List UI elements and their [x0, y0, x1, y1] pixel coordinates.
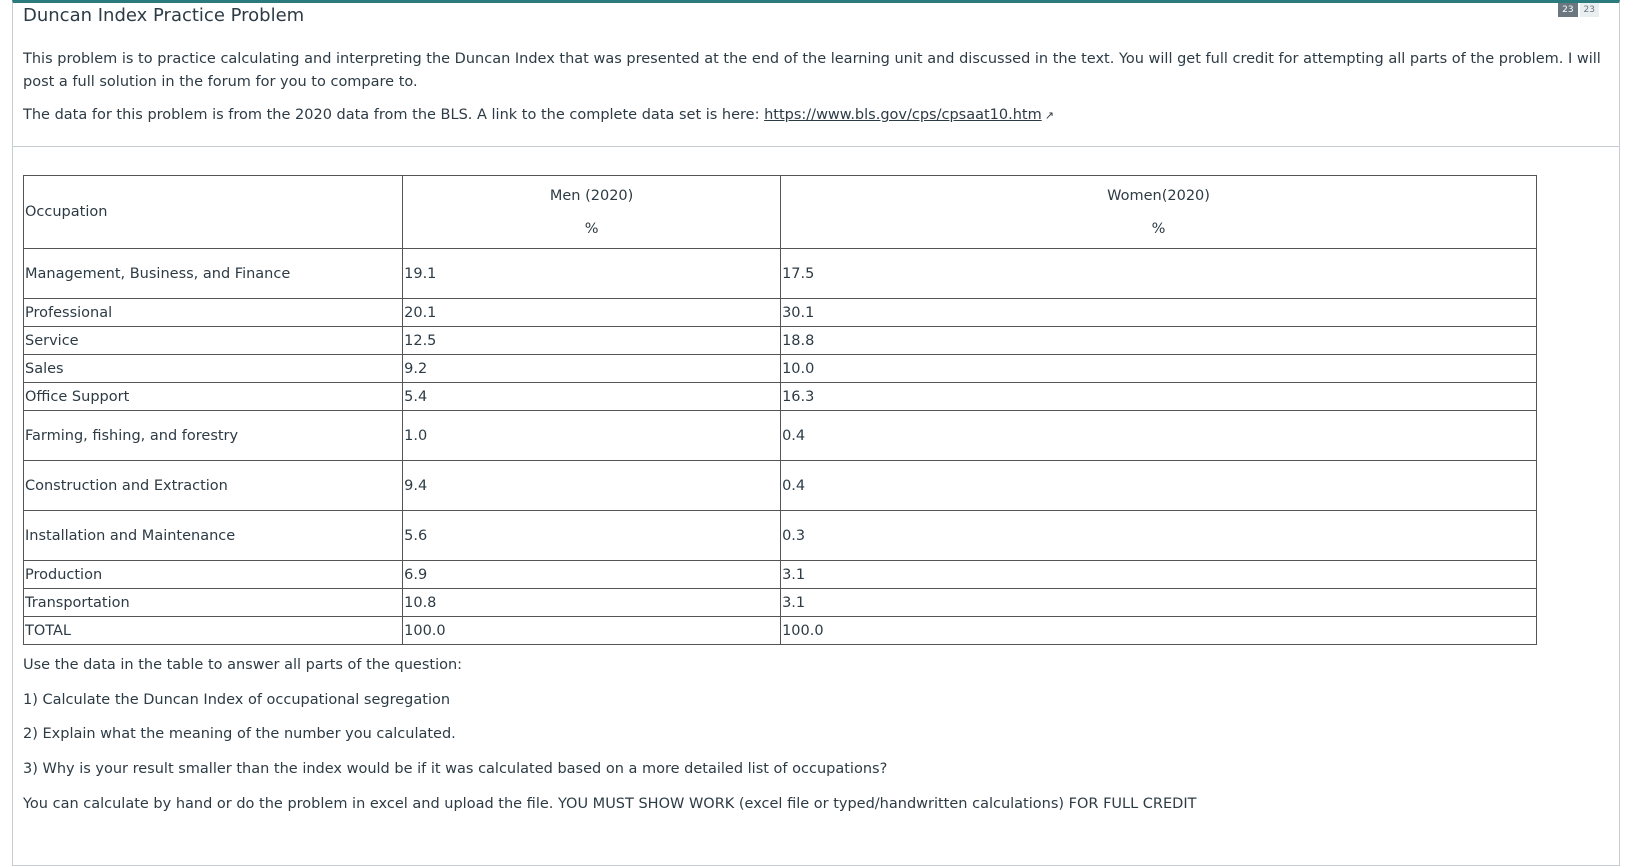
- occupation-cell: Professional: [24, 299, 403, 327]
- occupation-cell: Construction and Extraction: [24, 461, 403, 511]
- occupation-cell: Management, Business, and Finance: [24, 249, 403, 299]
- occupation-cell: Office Support: [24, 383, 403, 411]
- header-women-label: Women(2020): [1107, 187, 1210, 204]
- questions-section: [23, 655, 1196, 828]
- table-row: [24, 511, 1537, 561]
- divider: [12, 146, 1620, 147]
- point-badges: [1558, 3, 1599, 17]
- women-cell: 16.3: [781, 383, 1537, 411]
- table-row: [24, 355, 1537, 383]
- women-cell: 3.1: [781, 561, 1537, 589]
- header-occupation: Occupation: [24, 176, 403, 249]
- header-women: [781, 176, 1537, 249]
- table-row: [24, 461, 1537, 511]
- table-row: [24, 411, 1537, 461]
- header-men: [403, 176, 781, 249]
- source-text: The data for this problem is from the 2020 data from the BLS. A link to the complete data set is here:: [23, 107, 765, 123]
- submission-note: You can calculate by hand or do the problem in excel and upload the file. YOU MUST SHOW WORK (excel file or typed/handwritten calculations) FOR FULL CREDIT: [23, 795, 1197, 812]
- table-row: [24, 327, 1537, 355]
- questions-lead: Use the data in the table to answer all parts of the question:: [23, 657, 463, 673]
- table-row: [24, 299, 1537, 327]
- men-cell: 5.4: [403, 383, 781, 411]
- men-cell: 9.4: [403, 461, 781, 511]
- men-cell: 1.0: [403, 411, 781, 461]
- header-men-unit: %: [584, 220, 599, 237]
- women-cell: 17.5: [781, 249, 1537, 299]
- question-1: 1) Calculate the Duncan Index of occupational segregation: [23, 691, 451, 708]
- women-cell: 3.1: [781, 589, 1537, 617]
- question-2: 2) Explain what the meaning of the number you calculated.: [23, 726, 456, 743]
- points-possible-badge: 23: [1580, 3, 1599, 17]
- bls-data-link[interactable]: https://www.bls.gov/cps/cpsaat10.htm: [764, 107, 1042, 123]
- occupation-cell: Sales: [24, 355, 403, 383]
- occupation-cell: Farming, fishing, and forestry: [24, 411, 403, 461]
- table-row: [24, 561, 1537, 589]
- men-cell: 20.1: [403, 299, 781, 327]
- page-title: Duncan Index Practice Problem: [23, 5, 305, 26]
- men-cell: 19.1: [403, 249, 781, 299]
- occupation-cell: Installation and Maintenance: [24, 511, 403, 561]
- table-row: [24, 383, 1537, 411]
- women-cell: 0.4: [781, 461, 1537, 511]
- occupation-table: [23, 175, 1537, 645]
- men-cell: 10.8: [403, 589, 781, 617]
- women-cell: 30.1: [781, 299, 1537, 327]
- table-row: [24, 589, 1537, 617]
- source-line: [23, 107, 1054, 123]
- intro-text: [23, 48, 1603, 94]
- points-badge: 23: [1558, 3, 1577, 17]
- header-women-unit: %: [1151, 220, 1166, 237]
- occupation-cell: TOTAL: [24, 617, 403, 645]
- women-cell: 0.4: [781, 411, 1537, 461]
- occupation-cell: Transportation: [24, 589, 403, 617]
- women-cell: 100.0: [781, 617, 1537, 645]
- question-3: 3) Why is your result smaller than the index would be if it was calculated based on a more detailed list of occupations?: [23, 761, 888, 778]
- external-link-icon: ↗: [1044, 109, 1054, 122]
- table-row-total: [24, 617, 1537, 645]
- men-cell: 5.6: [403, 511, 781, 561]
- header-men-label: Men (2020): [549, 187, 634, 204]
- women-cell: 0.3: [781, 511, 1537, 561]
- men-cell: 9.2: [403, 355, 781, 383]
- women-cell: 10.0: [781, 355, 1537, 383]
- intro-paragraph: This problem is to practice calculating and interpreting the Duncan Index that was presented at the end of the learning unit and discussed in the text. You will get full credit for attempting all parts of the problem. I will post a full solution in the forum for you to compare to.: [23, 51, 1601, 90]
- men-cell: 12.5: [403, 327, 781, 355]
- women-cell: 18.8: [781, 327, 1537, 355]
- table-header-row: [24, 176, 1537, 249]
- men-cell: 6.9: [403, 561, 781, 589]
- table-row: [24, 249, 1537, 299]
- men-cell: 100.0: [403, 617, 781, 645]
- occupation-cell: Service: [24, 327, 403, 355]
- occupation-cell: Production: [24, 561, 403, 589]
